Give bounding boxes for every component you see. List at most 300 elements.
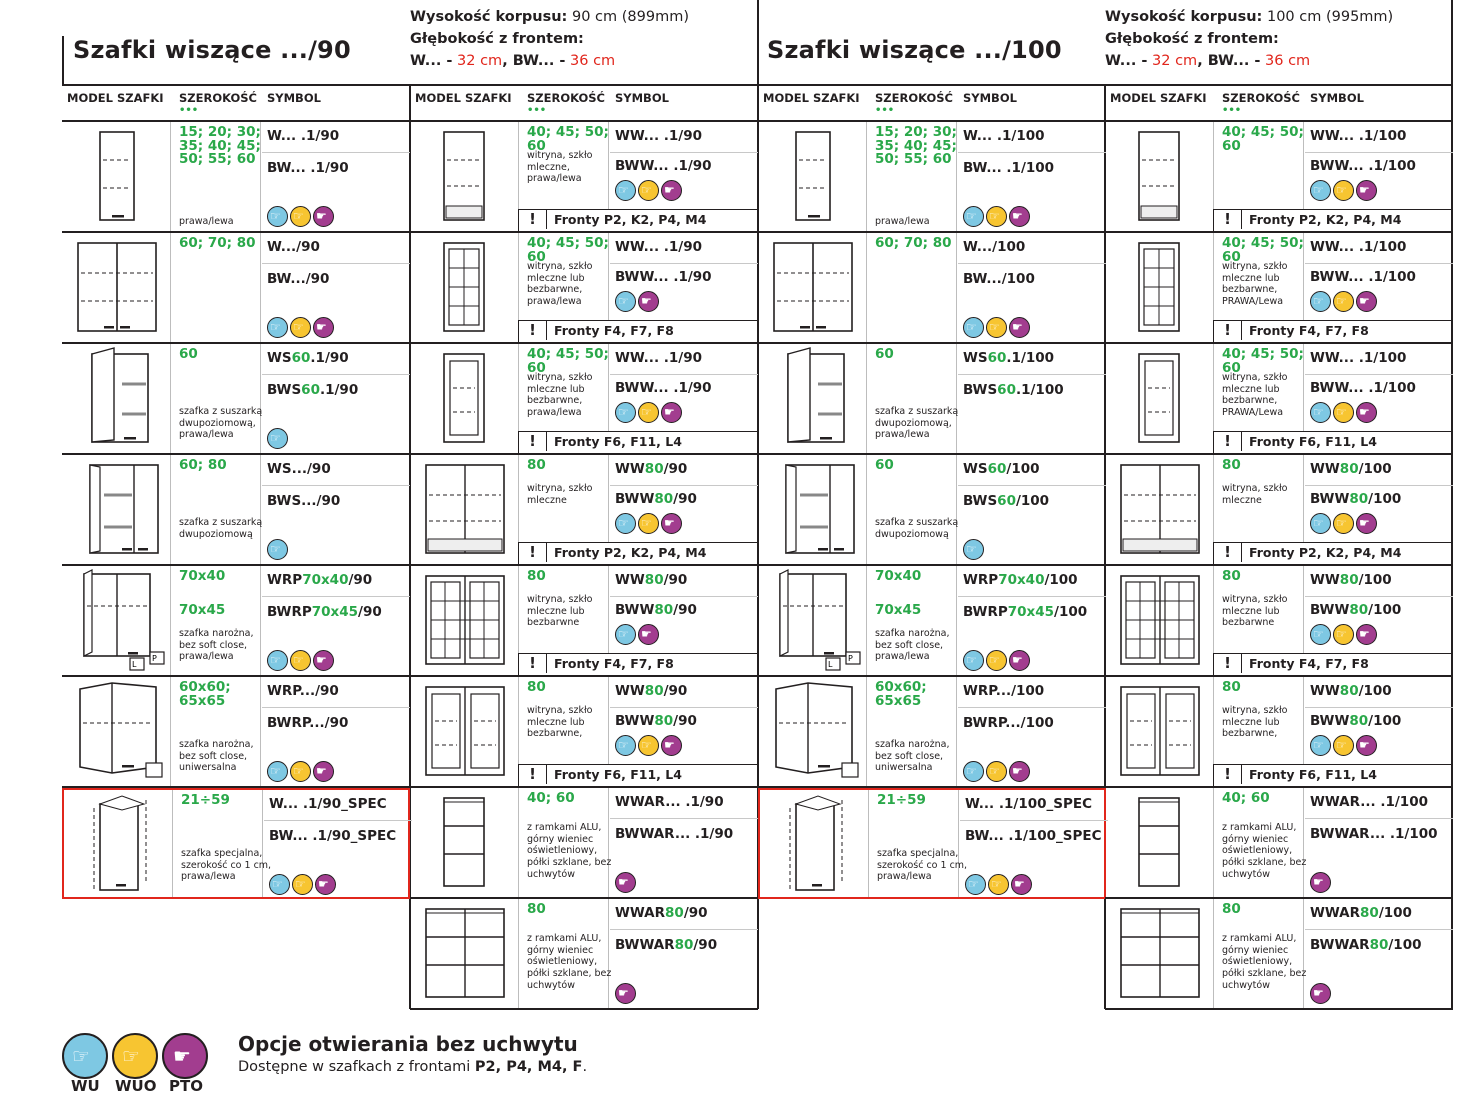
fronts-notice	[1213, 542, 1453, 564]
symbol-divider	[262, 707, 410, 708]
symbol-w: WW... .1/100	[1310, 128, 1407, 144]
symbol-divider	[958, 596, 1106, 597]
cabinet-note: szafka z suszarką dwupoziomową, prawa/lewa	[179, 406, 263, 441]
cabinet-drawing-icon	[1105, 899, 1213, 1008]
symbol-size: 70x45	[311, 604, 359, 620]
column-header	[758, 84, 1106, 122]
cabinet-row	[62, 788, 410, 899]
pto-opening-icon: ☛	[1356, 513, 1377, 534]
symbol-suffix: /90	[663, 461, 688, 477]
width-options: 60x60; 65x65	[875, 679, 927, 709]
symbol-suffix: /100	[1006, 461, 1040, 477]
pto-opening-icon: ☛	[615, 872, 636, 893]
pto-opening-icon: ☛	[315, 874, 336, 895]
symbol-suffix: /90	[673, 602, 697, 618]
wu-opening-icon: ☞	[267, 650, 288, 671]
symbol-size: 80	[654, 491, 674, 507]
symbol-w: WWAR... .1/90	[615, 794, 724, 810]
symbol-suffix: /90	[673, 713, 697, 729]
symbol-size: 80	[644, 572, 664, 588]
header-symbol: SYMBOL	[1310, 91, 1364, 105]
section-title-100: Szafki wiszące .../100	[767, 36, 1062, 64]
symbol-divider	[262, 263, 410, 264]
cabinet-note: witryna, szkło mleczne lub bezbarwne,	[1222, 705, 1288, 740]
symbol-prefix: WWAR	[1310, 905, 1361, 921]
symbol-bw: BWRP.../100	[963, 715, 1054, 731]
warning-icon: !	[1214, 432, 1242, 451]
wu-opening-icon: ☞	[1310, 513, 1331, 534]
width-options: 40; 45; 50; 60	[1222, 235, 1304, 265]
symbol-w: W... .1/100	[963, 128, 1045, 144]
width-options: 80	[527, 901, 546, 917]
symbol-bw	[615, 937, 717, 953]
cabinet-row	[410, 344, 758, 455]
cabinet-row	[410, 233, 758, 344]
opening-options	[615, 624, 661, 646]
depth-bw-value: 36 cm	[1265, 53, 1311, 69]
cabinet-note: prawa/lewa	[179, 216, 234, 227]
cell-divider	[1213, 788, 1214, 897]
cabinet-drawing-icon	[758, 233, 866, 342]
cabinet-row	[1105, 455, 1453, 566]
cell-divider	[868, 790, 869, 897]
cell-divider	[866, 677, 867, 786]
symbol-bw: BW.../100	[963, 271, 1035, 287]
symbol-w: WRP.../100	[963, 683, 1045, 699]
wu-opening-icon: ☞	[615, 735, 636, 756]
width-options-alt: 70x45	[179, 602, 226, 618]
wuo-opening-icon: ☞	[1333, 624, 1354, 645]
header-width-dots: •••	[527, 105, 547, 116]
symbol-suffix: /100	[1358, 461, 1392, 477]
cell-divider	[866, 344, 867, 453]
pto-opening-icon: ☛	[638, 291, 659, 312]
symbol-prefix: BWWAR	[615, 937, 675, 953]
height-label: Wysokość korpusu:	[1105, 9, 1263, 25]
cabinet-drawing-icon	[62, 344, 170, 453]
fronts-text: Fronty F6, F11, L4	[1249, 767, 1377, 782]
wu-opening-icon: ☞	[963, 206, 984, 227]
cabinet-drawing-icon	[1105, 566, 1213, 675]
opening-options	[1310, 983, 1333, 1005]
width-options: 80	[1222, 568, 1241, 584]
pto-opening-icon: ☛	[1011, 874, 1032, 895]
symbol-suffix: .1/90	[319, 382, 359, 398]
symbol-w	[1310, 683, 1392, 699]
cell-divider	[170, 233, 171, 342]
wuo-opening-icon: ☞	[986, 650, 1007, 671]
symbol-size: 80	[1360, 905, 1379, 921]
fronts-notice	[518, 320, 758, 342]
cabinet-drawing-icon	[410, 566, 518, 675]
warning-icon: !	[1214, 765, 1242, 784]
wu-opening-icon: ☞	[963, 761, 984, 782]
cabinet-row	[410, 899, 758, 1010]
hand-icon: ☛	[173, 1044, 191, 1068]
symbol-size: 80	[654, 713, 674, 729]
symbol-w	[615, 683, 687, 699]
fronts-text: Fronty P2, K2, P4, M4	[554, 545, 707, 560]
symbol-w: WS.../90	[267, 461, 331, 477]
symbol-bw	[267, 382, 358, 398]
cell-divider	[170, 677, 171, 786]
cabinet-note: z ramkami ALU, górny wieniec oświetleniowy, półki szklane, bez uchwytów	[1222, 822, 1307, 880]
symbol-divider	[1305, 374, 1453, 375]
wu-opening-icon: ☞	[1310, 735, 1331, 756]
symbol-w	[615, 461, 687, 477]
svg-text:P: P	[152, 654, 157, 663]
symbol-size: 60	[997, 493, 1016, 509]
symbol-w: WRP.../90	[267, 683, 339, 699]
symbol-bw	[615, 602, 697, 618]
cabinet-drawing-icon	[1105, 677, 1213, 786]
fronts-text: Fronty P2, K2, P4, M4	[1249, 212, 1402, 227]
symbol-suffix: /100	[1368, 713, 1402, 729]
hand-icon: ☞	[122, 1044, 140, 1068]
symbol-suffix: /100	[1368, 602, 1402, 618]
fronts-notice	[518, 209, 758, 231]
symbol-divider	[610, 263, 758, 264]
symbol-divider	[610, 374, 758, 375]
symbol-prefix: WW	[615, 683, 645, 699]
opening-options	[615, 402, 684, 424]
symbol-bw	[615, 713, 697, 729]
symbol-w	[267, 572, 372, 588]
opening-options	[1310, 180, 1379, 202]
width-options: 80	[527, 457, 546, 473]
pto-opening-icon: ☛	[1356, 291, 1377, 312]
wuo-opening-icon: ☞	[1333, 402, 1354, 423]
opening-options	[615, 872, 638, 894]
symbol-w: W.../90	[267, 239, 320, 255]
pto-opening-icon: ☛	[638, 624, 659, 645]
symbol-size: 70x45	[1007, 604, 1055, 620]
wu-opening-icon: ☞	[269, 874, 290, 895]
header-width: SZEROKOŚĆ	[179, 91, 258, 105]
warning-icon: !	[519, 654, 547, 673]
cabinet-row	[758, 455, 1106, 566]
cabinet-drawing-icon	[410, 233, 518, 342]
symbol-divider	[262, 596, 410, 597]
pto-opening-icon: ☛	[615, 983, 636, 1004]
symbol-w: W... .1/90	[267, 128, 340, 144]
symbol-bw: BW... .1/90	[267, 160, 349, 176]
wuo-opening-icon: ☞	[1333, 735, 1354, 756]
cell-divider	[170, 566, 171, 675]
opening-options	[963, 539, 986, 561]
symbol-size: 80	[1339, 572, 1359, 588]
header-symbol: SYMBOL	[615, 91, 669, 105]
symbol-prefix: WW	[615, 572, 645, 588]
wuo-opening-icon: ☞	[1333, 180, 1354, 201]
cabinet-note: witryna, szkło mleczne lub bezbarwne, prawa/lewa	[527, 261, 593, 308]
width-options: 60x60; 65x65	[179, 679, 231, 709]
opening-options	[267, 317, 336, 339]
cabinet-drawing-icon	[760, 790, 868, 899]
pto-opening-icon: ☛	[313, 761, 334, 782]
wuo-opening-icon: ☞	[638, 402, 659, 423]
pto-opening-icon: ☛	[661, 513, 682, 534]
cabinet-row	[62, 455, 410, 566]
cabinet-drawing-icon	[1105, 455, 1213, 564]
svg-text:L: L	[132, 660, 137, 669]
height-value: 100 cm (995mm)	[1266, 9, 1394, 25]
cabinet-drawing-icon	[410, 899, 518, 1008]
cabinet-drawing-icon	[758, 455, 866, 564]
cabinet-row	[758, 344, 1106, 455]
symbol-suffix: .1/100	[1015, 382, 1064, 398]
fronts-notice	[1213, 209, 1453, 231]
wuo-opening-icon: ☞	[292, 874, 313, 895]
symbol-prefix: BWS	[267, 382, 302, 398]
symbol-bw	[963, 493, 1049, 509]
cabinet-row	[410, 122, 758, 233]
cell-divider	[866, 566, 867, 675]
symbol-prefix: BWRP	[963, 604, 1008, 620]
symbol-suffix: /100	[1015, 493, 1050, 509]
symbol-bw: BWWAR... .1/90	[615, 826, 734, 842]
opening-options	[1310, 872, 1333, 894]
symbol-divider	[262, 485, 410, 486]
width-options: 40; 60	[527, 790, 575, 806]
fronts-notice	[518, 764, 758, 786]
cabinet-row	[410, 455, 758, 566]
cabinet-drawing-icon	[1105, 788, 1213, 897]
symbol-divider	[1305, 596, 1453, 597]
symbol-divider	[610, 596, 758, 597]
warning-icon: !	[519, 765, 547, 784]
legend-sub-prefix: Dostępne w szafkach z frontami	[238, 1059, 471, 1075]
symbol-size: 80	[665, 905, 684, 921]
cabinet-note: z ramkami ALU, górny wieniec oświetleniowy, półki szklane, bez uchwytów	[527, 822, 612, 880]
wu-opening-icon: ☞	[267, 317, 288, 338]
symbol-prefix: BWWAR	[1310, 937, 1370, 953]
cabinet-note: witryna, szkło mleczne lub bezbarwne,	[527, 705, 593, 740]
cabinet-row	[410, 566, 758, 677]
header-symbol: SYMBOL	[267, 91, 321, 105]
cabinet-drawing-icon	[410, 122, 518, 231]
symbol-size: 80	[644, 461, 664, 477]
cell-divider	[170, 455, 171, 564]
wu-opening-icon: ☞	[963, 650, 984, 671]
wuo-opening-icon: ☞	[290, 650, 311, 671]
fronts-text: Fronty F6, F11, L4	[554, 434, 682, 449]
symbol-bw	[1310, 937, 1422, 953]
symbol-size: 80	[1349, 491, 1369, 507]
header-width-dots: •••	[179, 105, 199, 116]
symbol-w: W.../100	[963, 239, 1026, 255]
cell-divider	[866, 455, 867, 564]
symbol-size: 80	[1339, 461, 1359, 477]
symbol-prefix: BWW	[1310, 713, 1350, 729]
cell-divider	[172, 790, 173, 897]
opening-options	[1310, 291, 1379, 313]
hand-icon: ☞	[72, 1044, 90, 1068]
symbol-suffix: /90	[358, 604, 382, 620]
depth-bw: , BW... -	[502, 53, 566, 69]
depth-label: Głębokość z frontem:	[1105, 31, 1279, 47]
wuo-opening-icon: ☞	[986, 317, 1007, 338]
symbol-suffix: /90	[693, 937, 718, 953]
symbol-w: W... .1/90_SPEC	[269, 796, 387, 812]
symbol-divider	[1305, 929, 1453, 930]
symbol-w	[1310, 905, 1412, 921]
opening-options	[965, 874, 1034, 896]
pto-opening-icon: ☛	[1356, 180, 1377, 201]
width-options: 80	[527, 568, 546, 584]
width-options: 21÷59	[181, 792, 230, 808]
legend-title: Opcje otwierania bez uchwytu	[238, 1032, 578, 1056]
opening-options	[267, 761, 336, 783]
symbol-suffix: /90	[673, 491, 697, 507]
wu-opening-icon: ☞	[267, 428, 288, 449]
symbol-bw	[963, 604, 1087, 620]
pto-label: PTO	[169, 1077, 203, 1095]
width-options: 60	[875, 457, 894, 473]
symbol-prefix: BWW	[1310, 491, 1350, 507]
symbol-bw: BW... .1/90_SPEC	[269, 828, 397, 844]
cabinet-drawing-icon	[1105, 233, 1213, 342]
symbol-size: 60	[301, 382, 320, 398]
header-model: MODEL SZAFKI	[763, 91, 860, 105]
opening-options	[267, 650, 336, 672]
symbol-w	[1310, 461, 1392, 477]
cell-divider	[518, 899, 519, 1008]
cabinet-row	[1105, 788, 1453, 899]
wu-opening-icon: ☞	[615, 180, 636, 201]
cabinet-note: z ramkami ALU, górny wieniec oświetleniowy, półki szklane, bez uchwytów	[527, 933, 612, 991]
width-options: 70x40	[875, 568, 922, 584]
symbol-size: 80	[644, 683, 664, 699]
symbol-w: WW... .1/100	[1310, 239, 1407, 255]
symbol-size: 80	[1339, 683, 1359, 699]
symbol-size: 80	[1349, 602, 1369, 618]
symbol-bw: BWW... .1/100	[1310, 380, 1416, 396]
cabinet-note: z ramkami ALU, górny wieniec oświetleniowy, półki szklane, bez uchwytów	[1222, 933, 1307, 991]
width-options: 40; 45; 50; 60	[1222, 124, 1304, 154]
header-width: SZEROKOŚĆ	[1222, 91, 1301, 105]
symbol-suffix: .1/90	[310, 350, 349, 366]
fronts-notice	[1213, 764, 1453, 786]
opening-options	[1310, 513, 1379, 535]
symbol-suffix: /100	[1388, 937, 1422, 953]
height-label: Wysokość korpusu:	[410, 9, 568, 25]
warning-icon: !	[519, 321, 547, 340]
cabinet-row	[62, 566, 410, 677]
cabinet-note: witryna, szkło mleczne	[1222, 483, 1288, 506]
cabinet-note: witryna, szkło mleczne lub bezbarwne	[527, 594, 593, 629]
fronts-text: Fronty F6, F11, L4	[1249, 434, 1377, 449]
cabinet-note: witryna, szkło mleczne lub bezbarwne	[1222, 594, 1288, 629]
symbol-suffix: /90	[663, 683, 688, 699]
symbol-divider	[262, 374, 410, 375]
width-options: 15; 20; 30; 35; 40; 45; 50; 55; 60	[179, 124, 261, 167]
symbol-w	[963, 350, 1054, 366]
cabinet-note: szafka z suszarką dwupoziomową	[179, 517, 263, 540]
symbol-divider	[1305, 485, 1453, 486]
wu-opening-icon: ☞	[963, 539, 984, 560]
warning-icon: !	[1214, 321, 1242, 340]
symbol-size: 70x40	[302, 572, 349, 588]
symbol-bw	[1310, 602, 1401, 618]
wu-opening-icon: ☞	[1310, 402, 1331, 423]
symbol-bw: BWW... .1/100	[1310, 269, 1416, 285]
width-options: 40; 45; 50; 60	[527, 124, 609, 154]
wuo-opening-icon: ☞	[638, 180, 659, 201]
symbol-divider	[958, 374, 1106, 375]
symbol-prefix: WW	[1310, 461, 1340, 477]
symbol-prefix: WS	[963, 461, 988, 477]
symbol-prefix: BWW	[1310, 602, 1350, 618]
width-options: 70x40	[179, 568, 226, 584]
pto-opening-icon: ☛	[1310, 983, 1331, 1004]
fronts-notice	[518, 653, 758, 675]
header-model: MODEL SZAFKI	[415, 91, 512, 105]
symbol-prefix: BWW	[615, 491, 655, 507]
symbol-divider	[610, 152, 758, 153]
fronts-text: Fronty F4, F7, F8	[1249, 656, 1369, 671]
symbol-bw	[615, 491, 697, 507]
symbol-suffix: /100	[1358, 683, 1392, 699]
symbol-prefix: WW	[1310, 683, 1340, 699]
symbol-suffix: /100	[1368, 491, 1402, 507]
width-options: 80	[1222, 457, 1241, 473]
wu-opening-icon: ☞	[267, 206, 288, 227]
cell-divider	[170, 122, 171, 231]
symbol-bw: BWW... .1/90	[615, 380, 712, 396]
warning-icon: !	[1214, 210, 1242, 229]
symbol-suffix: .1/100	[1006, 350, 1055, 366]
wuo-opening-icon: ☞	[986, 761, 1007, 782]
symbol-prefix: WWAR	[615, 905, 666, 921]
opening-options	[615, 983, 638, 1005]
pto-opening-icon: ☛	[1356, 402, 1377, 423]
cabinet-note: szafka narożna, bez soft close, prawa/lewa	[179, 628, 254, 663]
column-header	[62, 84, 410, 122]
cabinet-drawing-icon	[62, 233, 170, 342]
column-divider	[62, 36, 64, 86]
cabinet-row	[62, 344, 410, 455]
symbol-bw: BWW... .1/90	[615, 269, 712, 285]
depth-bw-value: 36 cm	[570, 53, 616, 69]
fronts-text: Fronty F4, F7, F8	[554, 323, 674, 338]
pto-opening-icon: ☛	[1009, 317, 1030, 338]
symbol-prefix: BWW	[615, 713, 655, 729]
symbol-bw	[1310, 713, 1401, 729]
opening-options	[269, 874, 338, 896]
cabinet-drawing-icon	[62, 455, 170, 564]
opening-options	[1310, 402, 1379, 424]
pto-opening-icon: ☛	[313, 317, 334, 338]
section-title-90: Szafki wiszące .../90	[73, 36, 351, 64]
width-options: 60; 80	[179, 457, 227, 473]
wu-opening-icon: ☞	[267, 539, 288, 560]
symbol-suffix: /90	[663, 572, 688, 588]
symbol-suffix: /90	[348, 572, 373, 588]
wu-opening-icon: ☞	[615, 291, 636, 312]
fronts-text: Fronty F6, F11, L4	[554, 767, 682, 782]
symbol-suffix: /90	[683, 905, 708, 921]
symbol-divider	[1305, 707, 1453, 708]
cabinet-note: witryna, szkło mleczne lub bezbarwne, prawa/lewa	[527, 372, 593, 419]
header-model: MODEL SZAFKI	[1110, 91, 1207, 105]
cabinet-drawing-icon	[758, 344, 866, 453]
cabinet-note: prawa/lewa	[875, 216, 930, 227]
cabinet-row	[62, 677, 410, 788]
pto-opening-icon: ☛	[1009, 650, 1030, 671]
symbol-divider	[958, 263, 1106, 264]
width-options: 40; 45; 50; 60	[1222, 346, 1304, 376]
